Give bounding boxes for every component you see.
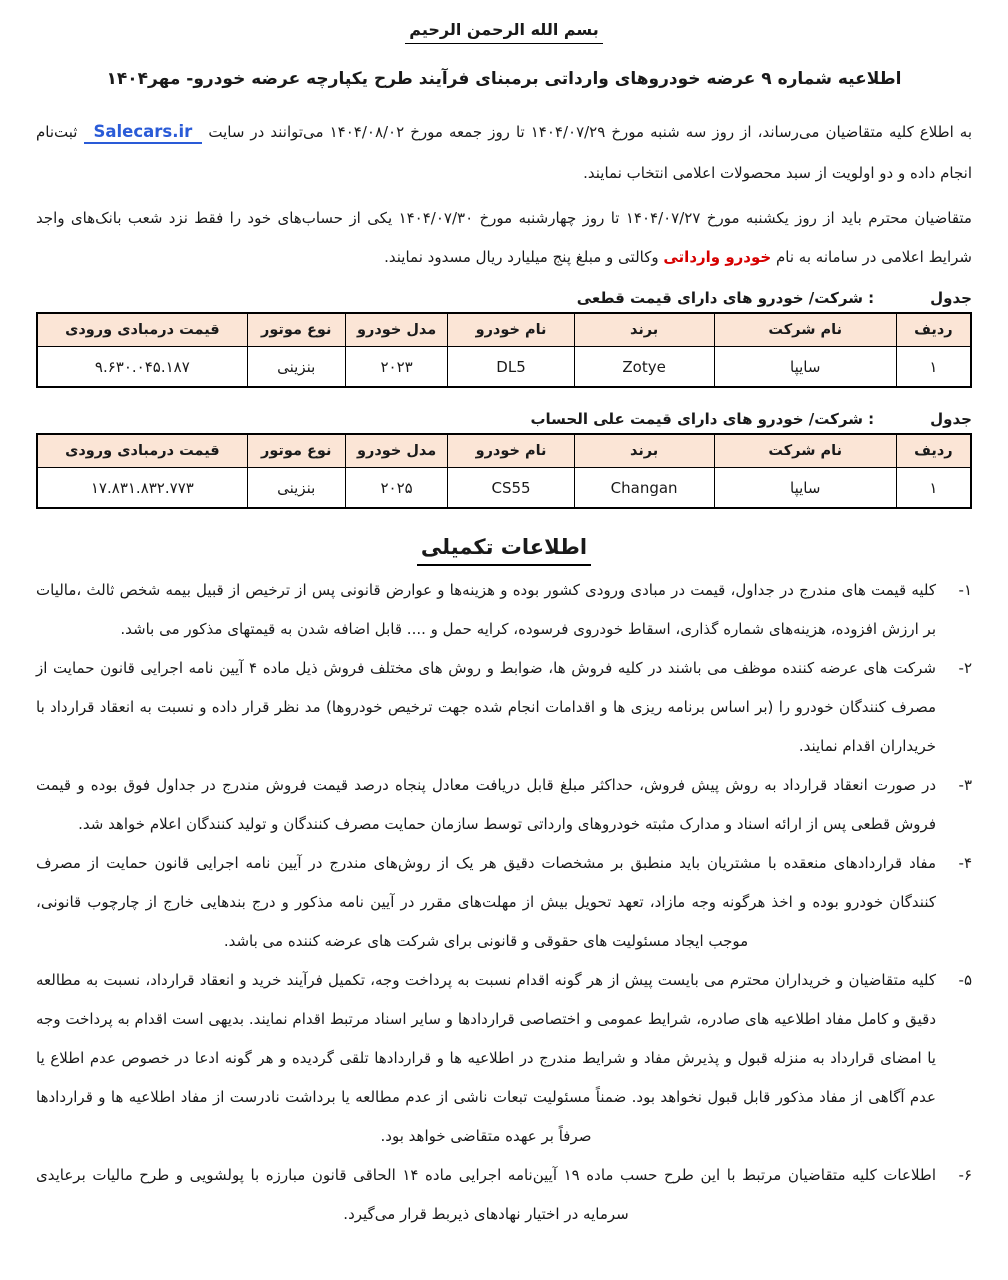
header-cell-model: مدل خودرو	[345, 434, 448, 468]
cell-price: ۹.۶۳۰.۰۴۵.۱۸۷	[37, 347, 247, 387]
bismillah-heading	[36, 20, 972, 39]
cell-row-number: ۱	[896, 468, 971, 508]
header-cell-brand: برند	[574, 313, 714, 347]
header-cell-brand: برند	[574, 434, 714, 468]
supplementary-heading-text: اطلاعات تکمیلی	[417, 535, 591, 566]
header-cell-row-number: ردیف	[896, 313, 971, 347]
item-text: شرکت های عرضه کننده موظف می باشند در کلیه فروش ها، ضوابط و روش های مختلف فروش ذیل ماده ۴ آیین نامه اجرایی قانون حمایت از مصرف کنندگان خودرو را (بر اساس برنامه ریزی ها و اقدامات انجام شده جهت ترخیص خودروها) مد نظر قرار داده و نسبت به انعقاد قرارداد با خریداران اقدام نمایند.	[36, 658, 936, 755]
list-item-3	[36, 766, 972, 844]
item-number: ۳-	[958, 775, 972, 794]
intro-p2-pre: متقاضیان محترم باید از روز یکشنبه مورخ ۱۴۰۴/۰۷/۲۷ تا روز چهارشنبه مورخ ۱۴۰۴/۰۷/۳۰ یکی از حساب‌های خود را فقط نزد شعب بانک‌های واجد شرایط اعلامی در سامانه به نام	[36, 208, 972, 266]
fixed-price-table-caption	[36, 289, 972, 307]
header-cell-car-name: نام خودرو	[448, 434, 574, 468]
table-header-row	[37, 313, 971, 347]
table-row	[37, 347, 971, 387]
item-text: کلیه قیمت های مندرج در جداول، قیمت در مبادی ورودی کشور بوده و هزینه‌ها و عوارض قانونی پس از ترخیص از قبیل بیمه شخص ثالث ،مالیات بر ارزش افزوده، هزینه‌های شماره گذاری، اسقاط خودروی فرسوده، کرایه حمل و .... قابل اضافه شدن به قیمتهای مذکور می باشد.	[36, 580, 936, 638]
list-item-2	[36, 649, 972, 766]
header-cell-price: قیمت درمبادی ورودی	[37, 313, 247, 347]
document-title: اطلاعیه شماره ۹ عرضه خودروهای وارداتی برمبنای فرآیند طرح یکپارچه عرضه خودرو- مهر۱۴۰۴	[106, 69, 902, 89]
cell-car-name: CS55	[448, 468, 574, 508]
item-number: ۱-	[958, 580, 972, 599]
item-number: ۴-	[958, 853, 972, 872]
fixed-price-table	[36, 312, 972, 388]
cell-model: ۲۰۲۳	[345, 347, 448, 387]
table-caption-text: : شرکت/ خودرو های دارای قیمت علی الحساب	[530, 409, 875, 428]
item-text: مفاد قراردادهای منعقده با مشتریان باید منطبق بر مشخصات دقیق هر یک از روش‌های مندرج در آیین نامه اجرایی قانون حمایت از مصرف کنندگان خودرو بوده و اخذ هرگونه وجه مازاد، تعهد تحویل بیش از مهلت‌های مقرر در آیین نامه مذکور و درج بندهایی خارج از چارچوب قانونی، موجب ایجاد مسئولیت های حقوقی و قانونی برای شرکت های عرضه کننده می باشد.	[36, 853, 936, 950]
list-item-4	[36, 844, 972, 961]
cell-model: ۲۰۲۵	[345, 468, 448, 508]
item-text: در صورت انعقاد قرارداد به روش پیش فروش، حداکثر مبلغ قابل دریافت معادل پنجاه درصد قیمت فروش مندرج در جداول فوق بوده و قیمت فروش قطعی پس از ارائه اسناد و مدارک مثبته خودروهای وارداتی توسط سازمان حمایت مصرف کنندگان و تولید کنندگان اعلام خواهد شد.	[36, 775, 936, 833]
salecars-link[interactable]: Salecars.ir	[84, 122, 203, 144]
item-text: کلیه متقاضیان و خریداران محترم می بایست پیش از هر گونه اقدام نسبت به پرداخت وجه، تکمیل فرآیند خرید و انعقاد قرارداد، نسبت به مطالعه دقیق و کامل مفاد اطلاعیه های صادره، شرایط عمومی و اختصاصی قراردادها و سایر اسناد مرتبط اقدام نمایند. بدیهی است اقدام به پرداخت وجه یا امضای قرارداد به منزله قبول و پذیرش مفاد و شرایط مندرج در اطلاعیه ها و قراردادها تلقی گردیده و هر گونه ادعا در خصوص عدم اطلاع یا عدم آگاهی از مفاد مذکور قابل قبول نخواهد بود. ضمناً مسئولیت تبعات ناشی از عدم مطالعه یا برداشت نادرست از مفاد اطلاعیه ها و قراردادها صرفاً بر عهده متقاضی خواهد بود.	[36, 970, 936, 1145]
intro-paragraph-2	[36, 199, 972, 277]
header-cell-engine: نوع موتور	[247, 434, 345, 468]
header-cell-company: نام شرکت	[714, 313, 896, 347]
intro-p1-pre: به اطلاع کلیه متقاضیان می‌رساند، از روز سه شنبه مورخ ۱۴۰۴/۰۷/۲۹ تا روز جمعه مورخ ۱۴۰۴/۰۸/۰۲ می‌توانند در سایت	[202, 123, 972, 141]
on-account-table-caption	[36, 410, 972, 428]
cell-brand: Zotye	[574, 347, 714, 387]
bismillah-text: بسم الله الرحمن الرحیم	[405, 20, 602, 44]
table-caption-label: جدول	[930, 409, 972, 428]
cell-company: سایپا	[714, 347, 896, 387]
item-number: ۶-	[958, 1165, 972, 1184]
header-cell-company: نام شرکت	[714, 434, 896, 468]
table-caption-label: جدول	[930, 288, 972, 307]
header-cell-row-number: ردیف	[896, 434, 971, 468]
list-item-6	[36, 1156, 972, 1234]
item-text: اطلاعات کلیه متقاضیان مرتبط با این طرح حسب ماده ۱۹ آیین‌نامه اجرایی ماده ۱۴ الحاقی قانون مبارزه با پولشویی و طرح مالیات برعایدی سرمایه در اختیار نهادهای ذیربط قرار می‌گیرد.	[36, 1165, 937, 1223]
cell-price: ۱۷.۸۳۱.۸۳۲.۷۷۳	[37, 468, 247, 508]
table-row	[37, 468, 971, 508]
intro-p1-post: ثبت‌نام انجام داده و دو اولویت از سبد محصولات اعلامی انتخاب نمایند.	[36, 123, 972, 182]
on-account-price-table	[36, 433, 972, 509]
table-header-row	[37, 434, 971, 468]
header-cell-model: مدل خودرو	[345, 313, 448, 347]
imported-car-highlight: خودرو وارداتی	[663, 247, 772, 266]
cell-car-name: DL5	[448, 347, 574, 387]
header-cell-car-name: نام خودرو	[448, 313, 574, 347]
cell-company: سایپا	[714, 468, 896, 508]
table-caption-text: : شرکت/ خودرو های دارای قیمت قطعی	[576, 288, 875, 307]
supplementary-heading	[36, 535, 972, 559]
list-item-1	[36, 571, 972, 649]
item-number: ۲-	[958, 658, 972, 677]
header-cell-price: قیمت درمبادی ورودی	[37, 434, 247, 468]
item-number: ۵-	[958, 970, 972, 989]
intro-paragraph-1	[36, 111, 972, 193]
cell-engine: بنزینی	[247, 347, 345, 387]
cell-brand: Changan	[574, 468, 714, 508]
list-item-5	[36, 961, 972, 1156]
cell-engine: بنزینی	[247, 468, 345, 508]
header-cell-engine: نوع موتور	[247, 313, 345, 347]
cell-row-number: ۱	[896, 347, 971, 387]
intro-p2-post: وکالتی و مبلغ پنج میلیارد ریال مسدود نمایند.	[384, 247, 664, 266]
